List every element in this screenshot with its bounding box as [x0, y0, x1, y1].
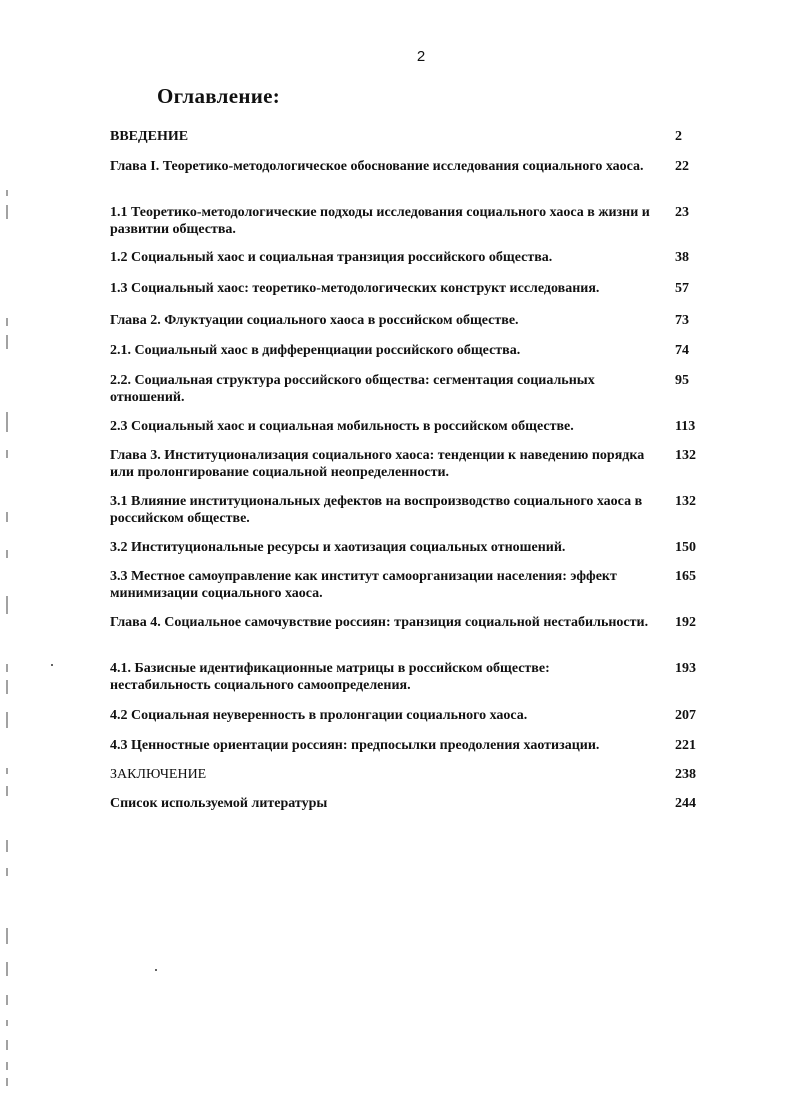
toc-entry-page: 73: [675, 313, 689, 328]
toc-entry: [110, 249, 710, 266]
toc-entry-text: Глава 2. Флуктуации социального хаоса в российском обществе.: [110, 313, 519, 328]
toc-entry-text: 2.2. Социальная структура российского общества: сегментация социальных отношений.: [110, 373, 595, 405]
toc-entry: [110, 158, 710, 175]
scan-artifact: [6, 1020, 8, 1026]
toc-entry-text: 1.1 Теоретико-методологические подходы исследования социального хаоса в жизни и развитии общества.: [110, 205, 650, 237]
toc-title: Оглавление:: [157, 84, 281, 108]
toc-entry-text: Список используемой литературы: [110, 796, 328, 811]
scan-dot: [51, 664, 53, 666]
scan-artifact: [6, 512, 8, 522]
toc-entry-page: 2: [675, 129, 682, 144]
toc-entry: [110, 660, 710, 694]
toc-entry-page: 150: [675, 540, 696, 555]
toc-entry-text: 4.1. Базисные идентификационные матрицы в российском обществе: нестабильность социального самоопределения.: [110, 661, 550, 693]
toc-entry-page: 38: [675, 250, 689, 265]
toc-entry-text: 2.3 Социальный хаос и социальная мобильность в российском обществе.: [110, 419, 574, 434]
toc-entry-text: 3.3 Местное самоуправление как институт самоорганизации населения: эффект минимизации социального хаоса.: [110, 569, 617, 601]
toc-entry-page: 95: [675, 373, 689, 388]
toc-entry-text: 3.2 Институциональные ресурсы и хаотизация социальных отношений.: [110, 540, 566, 555]
toc-entry-page: 22: [675, 159, 689, 174]
toc-entry-text: 4.3 Ценностные ориентации россиян: предпосылки преодоления хаотизации.: [110, 738, 600, 753]
scan-artifact: [6, 768, 8, 774]
toc-entry-page: 57: [675, 281, 689, 296]
toc-entry: [110, 766, 710, 783]
toc-entry-text: 3.1 Влияние институциональных дефектов на воспроизводство социального хаоса в российском обществе.: [110, 494, 643, 526]
toc-entry-page: 113: [675, 419, 696, 434]
scan-artifact: [6, 840, 8, 852]
toc-entry: [110, 418, 710, 435]
toc-entry-page: 132: [675, 494, 696, 509]
toc-entry: [110, 614, 710, 631]
toc-entry-text: 4.2 Социальная неуверенность в пролонгации социального хаоса.: [110, 708, 528, 723]
scan-artifact: [6, 1040, 8, 1050]
toc-entry: [110, 568, 710, 602]
toc-entry-text: Глава 3. Институционализация социального хаоса: тенденции к наведению порядка или пролонгирование социальной неопределенности.: [110, 448, 645, 480]
scan-artifact: [6, 450, 8, 458]
toc-entry-text: Глава 4. Социальное самочувствие россиян: транзиция социальной нестабильности.: [110, 615, 649, 630]
toc-entry: [110, 539, 710, 556]
toc-entry-text: ЗАКЛЮЧЕНИЕ: [110, 767, 207, 782]
toc-entry: [110, 312, 710, 329]
scan-artifact: [6, 680, 8, 694]
toc-entry-page: 244: [675, 796, 696, 811]
scan-artifact: [6, 205, 8, 219]
toc-entry: [110, 707, 710, 724]
toc-entry-page: 193: [675, 661, 696, 676]
toc-entry: [110, 372, 710, 406]
scan-artifact: [6, 335, 8, 349]
scan-artifact: [6, 1078, 8, 1086]
toc-entry: [110, 204, 710, 238]
scan-artifact: [6, 412, 8, 432]
toc-entry-page: 23: [675, 205, 689, 220]
scan-artifact: [6, 995, 8, 1005]
scan-artifact: [6, 1062, 8, 1070]
scan-artifact: [6, 318, 8, 326]
scan-dot: [155, 969, 157, 971]
toc-entry-page: 192: [675, 615, 696, 630]
scan-artifact: [6, 786, 8, 796]
scan-artifact: [6, 962, 8, 976]
toc-entry-text: 1.2 Социальный хаос и социальная транзиция российского общества.: [110, 250, 553, 265]
toc-entry: [110, 737, 710, 754]
toc-entry-page: 74: [675, 343, 689, 358]
scan-artifact: [6, 190, 8, 196]
toc-entry: [110, 493, 710, 527]
scan-artifact: [6, 868, 8, 876]
toc-entry-page: 221: [675, 738, 696, 753]
scan-artifact: [6, 712, 8, 728]
toc-entry: [110, 342, 710, 359]
scan-artifact: [6, 550, 8, 558]
toc-entry-page: 238: [675, 767, 696, 782]
toc-entry-text: 1.3 Социальный хаос: теоретико-методологических конструкт исследования.: [110, 281, 600, 296]
toc-entry-page: 132: [675, 448, 696, 463]
scan-artifact: [6, 928, 8, 944]
toc-entry: [110, 280, 710, 297]
toc-entry-page: 165: [675, 569, 696, 584]
toc-entry-text: Глава I. Теоретико-методологическое обоснование исследования социального хаоса.: [110, 159, 644, 174]
toc-entry-text: 2.1. Социальный хаос в дифференциации российского общества.: [110, 343, 521, 358]
toc-entry: [110, 447, 710, 481]
toc-entry-text: ВВЕДЕНИЕ: [110, 129, 189, 144]
page-number: 2: [416, 48, 426, 65]
toc-entry: [110, 128, 710, 145]
scan-artifact: [6, 664, 8, 672]
toc-entry-page: 207: [675, 708, 696, 723]
toc-entry: [110, 795, 710, 812]
scan-artifact: [6, 596, 8, 614]
